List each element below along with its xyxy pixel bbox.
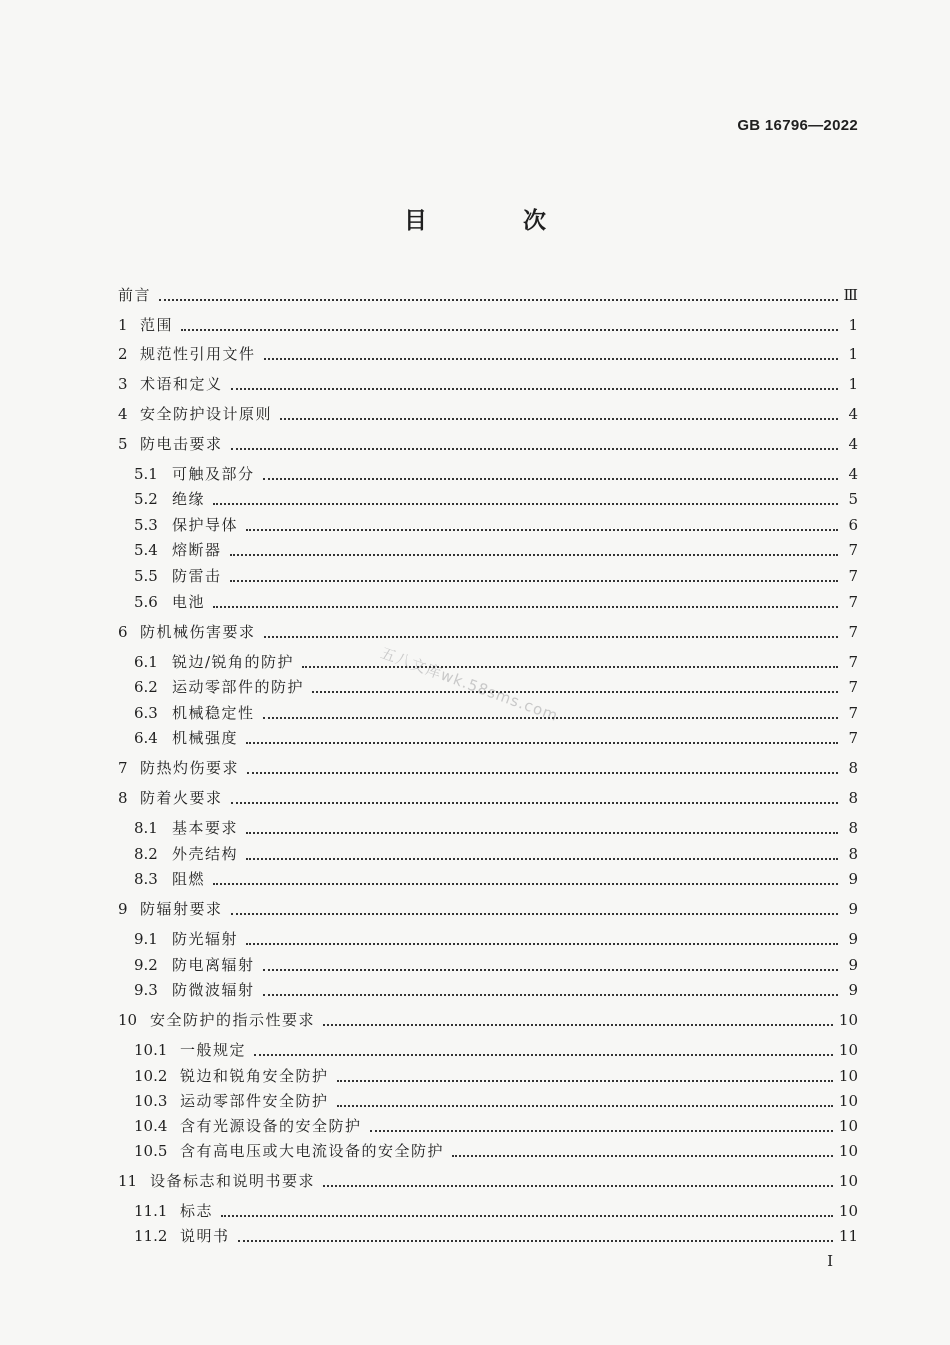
toc-entry-number: 10.2 <box>134 1067 168 1085</box>
toc-dot-leader <box>246 943 838 945</box>
toc-entry-page: 7 <box>848 623 858 641</box>
toc-dot-leader <box>263 994 838 996</box>
toc-dot-leader <box>323 1185 833 1187</box>
toc-entry-label: 运动零部件安全防护 <box>180 1092 329 1110</box>
toc-entry[interactable] <box>134 701 858 723</box>
toc-entry-number: 9.3 <box>134 981 158 999</box>
toc-entry-label: 机械稳定性 <box>172 704 255 722</box>
page-folio: I <box>827 1252 833 1270</box>
toc-entry[interactable] <box>134 953 858 975</box>
toc-entry-page: 4 <box>848 465 858 483</box>
toc-entry-page: 7 <box>848 704 858 722</box>
toc-entry-page: 8 <box>848 759 858 777</box>
toc-entry-number: 2 <box>118 345 128 363</box>
toc-entry-page: 8 <box>848 845 858 863</box>
toc-entry-label: 电池 <box>172 593 206 611</box>
toc-dot-leader <box>246 529 838 531</box>
toc-entry[interactable] <box>134 1199 858 1221</box>
toc-entry-label: 范围 <box>140 316 174 334</box>
toc-entry-label: 可触及部分 <box>172 465 255 483</box>
toc-entry[interactable] <box>134 538 858 560</box>
toc-entry-number: 8 <box>118 789 128 807</box>
toc-entry-page: 4 <box>848 435 858 453</box>
toc-entry-page: 10 <box>838 1067 858 1085</box>
toc-entry-page: 9 <box>848 930 858 948</box>
toc-entry[interactable] <box>134 816 858 838</box>
toc-entry-page: 5 <box>848 490 858 508</box>
toc-entry-label: 防电离辐射 <box>172 956 255 974</box>
toc-entry[interactable] <box>118 283 858 305</box>
toc-entry-page: 9 <box>848 900 858 918</box>
toc-entry-label: 说明书 <box>180 1227 230 1245</box>
toc-entry-label: 防着火要求 <box>140 789 223 807</box>
toc-dot-leader <box>323 1024 833 1026</box>
watermark: 五八文库wk.58sms.com <box>378 643 561 726</box>
toc-entry-number: 8.2 <box>134 845 158 863</box>
toc-dot-leader <box>264 358 838 360</box>
toc-entry-label: 含有光源设备的安全防护 <box>180 1117 362 1135</box>
toc-entry-label: 防机械伤害要求 <box>140 623 256 641</box>
toc-entry-number: 5.5 <box>134 567 158 585</box>
toc-dot-leader <box>263 478 838 480</box>
toc-dot-leader <box>452 1155 833 1157</box>
toc-entry[interactable] <box>134 513 858 535</box>
toc-entry-label: 运动零部件的防护 <box>172 678 305 696</box>
toc-entry-label: 含有高电压或大电流设备的安全防护 <box>180 1142 445 1160</box>
toc-entry-page: Ⅲ <box>843 286 858 304</box>
toc-entry-label: 防雷击 <box>172 567 222 585</box>
toc-entry-number: 9 <box>118 900 128 918</box>
toc-entry-page: 10 <box>838 1202 858 1220</box>
toc-entry-label: 保护导体 <box>172 516 239 534</box>
toc-entry-number: 5 <box>118 435 128 453</box>
toc-entry[interactable] <box>134 1139 858 1161</box>
toc-entry[interactable] <box>118 786 858 808</box>
toc-entry-number: 5.6 <box>134 593 158 611</box>
toc-dot-leader <box>213 606 838 608</box>
toc-entry[interactable] <box>118 1008 858 1030</box>
toc-entry-number: 5.1 <box>134 465 158 483</box>
toc-entry[interactable] <box>118 620 858 642</box>
toc-entry-label: 防辐射要求 <box>140 900 223 918</box>
toc-entry-label: 防电击要求 <box>140 435 223 453</box>
toc-entry-number: 3 <box>118 375 128 393</box>
toc-entry-page: 10 <box>838 1092 858 1110</box>
toc-entry-label: 术语和定义 <box>140 375 223 393</box>
toc-entry[interactable] <box>134 842 858 864</box>
toc-entry-number: 10.3 <box>134 1092 168 1110</box>
toc-entry-number: 5.4 <box>134 541 158 559</box>
toc-dot-leader <box>181 329 838 331</box>
toc-dot-leader <box>230 580 838 582</box>
toc-entry-page: 9 <box>848 956 858 974</box>
toc-entry[interactable] <box>118 372 858 394</box>
toc-entry-number: 10.5 <box>134 1142 168 1160</box>
toc-entry[interactable] <box>134 650 858 672</box>
toc-entry-label: 锐边/锐角的防护 <box>172 653 295 671</box>
toc-title: 目 次 <box>403 207 590 234</box>
toc-entry[interactable] <box>118 432 858 454</box>
toc-entry-page: 4 <box>848 405 858 423</box>
toc-entry-label: 防光辐射 <box>172 930 239 948</box>
toc-entry[interactable] <box>134 675 858 697</box>
toc-entry-number: 11.1 <box>134 1202 168 1220</box>
toc-dot-leader <box>302 666 838 668</box>
toc-entry-label: 防微波辐射 <box>172 981 255 999</box>
toc-entry-page: 10 <box>838 1041 858 1059</box>
toc-dot-leader <box>254 1054 833 1056</box>
toc-entry-label: 安全防护设计原则 <box>140 405 273 423</box>
toc-entry[interactable] <box>134 978 858 1000</box>
toc-entry-page: 1 <box>848 375 858 393</box>
toc-entry-number: 6.1 <box>134 653 158 671</box>
toc-entry-label: 熔断器 <box>172 541 222 559</box>
toc-entry[interactable] <box>118 756 858 778</box>
toc-dot-leader <box>264 636 838 638</box>
toc-entry-page: 7 <box>848 678 858 696</box>
toc-entry[interactable] <box>134 1114 858 1136</box>
toc-entry-page: 8 <box>848 819 858 837</box>
toc-entry-number: 6.3 <box>134 704 158 722</box>
toc-entry[interactable] <box>134 564 858 586</box>
toc-entry[interactable] <box>134 726 858 748</box>
toc-entry-label: 标志 <box>180 1202 214 1220</box>
toc-dot-leader <box>230 554 838 556</box>
toc-entry-number: 6.2 <box>134 678 158 696</box>
toc-entry-label: 安全防护的指示性要求 <box>150 1011 316 1029</box>
toc-entry-page: 10 <box>838 1117 858 1135</box>
toc-dot-leader <box>337 1105 833 1107</box>
toc-entry-page: 9 <box>848 981 858 999</box>
toc-dot-leader <box>312 691 838 693</box>
toc-entry-number: 10 <box>118 1011 138 1029</box>
toc-dot-leader <box>337 1080 833 1082</box>
toc-entry[interactable] <box>134 462 858 484</box>
toc-entry-number: 7 <box>118 759 128 777</box>
toc-dot-leader <box>246 858 838 860</box>
toc-dot-leader <box>221 1215 833 1217</box>
toc-entry-page: 8 <box>848 789 858 807</box>
toc-entry[interactable] <box>134 1224 858 1246</box>
toc-dot-leader <box>246 742 838 744</box>
toc-dot-leader <box>263 969 838 971</box>
standard-code: GB 16796—2022 <box>737 117 858 134</box>
toc-entry-label: 设备标志和说明书要求 <box>150 1172 316 1190</box>
toc-entry-number: 10.1 <box>134 1041 168 1059</box>
toc-entry-page: 9 <box>848 870 858 888</box>
toc-entry[interactable] <box>134 927 858 949</box>
toc-entry-page: 11 <box>838 1227 858 1245</box>
toc-entry-label: 机械强度 <box>172 729 239 747</box>
toc-entry[interactable] <box>118 402 858 424</box>
toc-entry-label: 外壳结构 <box>172 845 239 863</box>
toc-dot-leader <box>246 832 838 834</box>
toc-entry-page: 7 <box>848 541 858 559</box>
toc-entry[interactable] <box>134 1089 858 1111</box>
toc-entry[interactable] <box>118 313 858 335</box>
toc-entry-label: 防热灼伤要求 <box>140 759 240 777</box>
toc-entry-number: 10.4 <box>134 1117 168 1135</box>
toc-dot-leader <box>231 802 838 804</box>
toc-entry-number: 9.2 <box>134 956 158 974</box>
toc-dot-leader <box>213 883 838 885</box>
toc-entry-label: 一般规定 <box>180 1041 247 1059</box>
toc-dot-leader <box>231 913 838 915</box>
toc-entry[interactable] <box>134 867 858 889</box>
toc-dot-leader <box>280 418 838 420</box>
toc-entry-number: 8.1 <box>134 819 158 837</box>
toc-dot-leader <box>213 503 838 505</box>
toc-entry-label: 前言 <box>118 286 152 304</box>
toc-entry-number: 5.2 <box>134 490 158 508</box>
toc-entry-label: 基本要求 <box>172 819 239 837</box>
toc-entry-label: 锐边和锐角安全防护 <box>180 1067 329 1085</box>
toc-entry-number: 11.2 <box>134 1227 168 1245</box>
toc-entry[interactable] <box>118 342 858 364</box>
toc-entry-number: 1 <box>118 316 128 334</box>
toc-dot-leader <box>238 1240 833 1242</box>
toc-entry[interactable] <box>134 590 858 612</box>
toc-entry-label: 绝缘 <box>172 490 206 508</box>
toc-entry[interactable] <box>134 1038 858 1060</box>
toc-dot-leader <box>231 448 838 450</box>
toc-entry-number: 8.3 <box>134 870 158 888</box>
toc-entry-page: 1 <box>848 316 858 334</box>
toc-dot-leader <box>159 299 838 301</box>
toc-entry-number: 11 <box>118 1172 138 1190</box>
toc-entry[interactable] <box>118 1169 858 1191</box>
toc-entry-page: 7 <box>848 653 858 671</box>
toc-dot-leader <box>247 772 838 774</box>
toc-dot-leader <box>263 717 838 719</box>
toc-entry[interactable] <box>134 487 858 509</box>
toc-entry-page: 7 <box>848 567 858 585</box>
toc-entry[interactable] <box>134 1064 858 1086</box>
toc-entry-number: 9.1 <box>134 930 158 948</box>
toc-entry-number: 4 <box>118 405 128 423</box>
toc-dot-leader <box>231 388 838 390</box>
toc-entry[interactable] <box>118 897 858 919</box>
toc-entry-page: 10 <box>838 1172 858 1190</box>
toc-entry-page: 7 <box>848 729 858 747</box>
toc-entry-label: 规范性引用文件 <box>140 345 256 363</box>
toc-entry-number: 6.4 <box>134 729 158 747</box>
toc-entry-page: 10 <box>838 1142 858 1160</box>
toc-entry-number: 5.3 <box>134 516 158 534</box>
toc-entry-page: 10 <box>838 1011 858 1029</box>
toc-entry-page: 7 <box>848 593 858 611</box>
toc-entry-page: 1 <box>848 345 858 363</box>
toc-entry-label: 阻燃 <box>172 870 206 888</box>
toc-entry-number: 6 <box>118 623 128 641</box>
toc-entry-page: 6 <box>848 516 858 534</box>
toc-dot-leader <box>370 1130 833 1132</box>
